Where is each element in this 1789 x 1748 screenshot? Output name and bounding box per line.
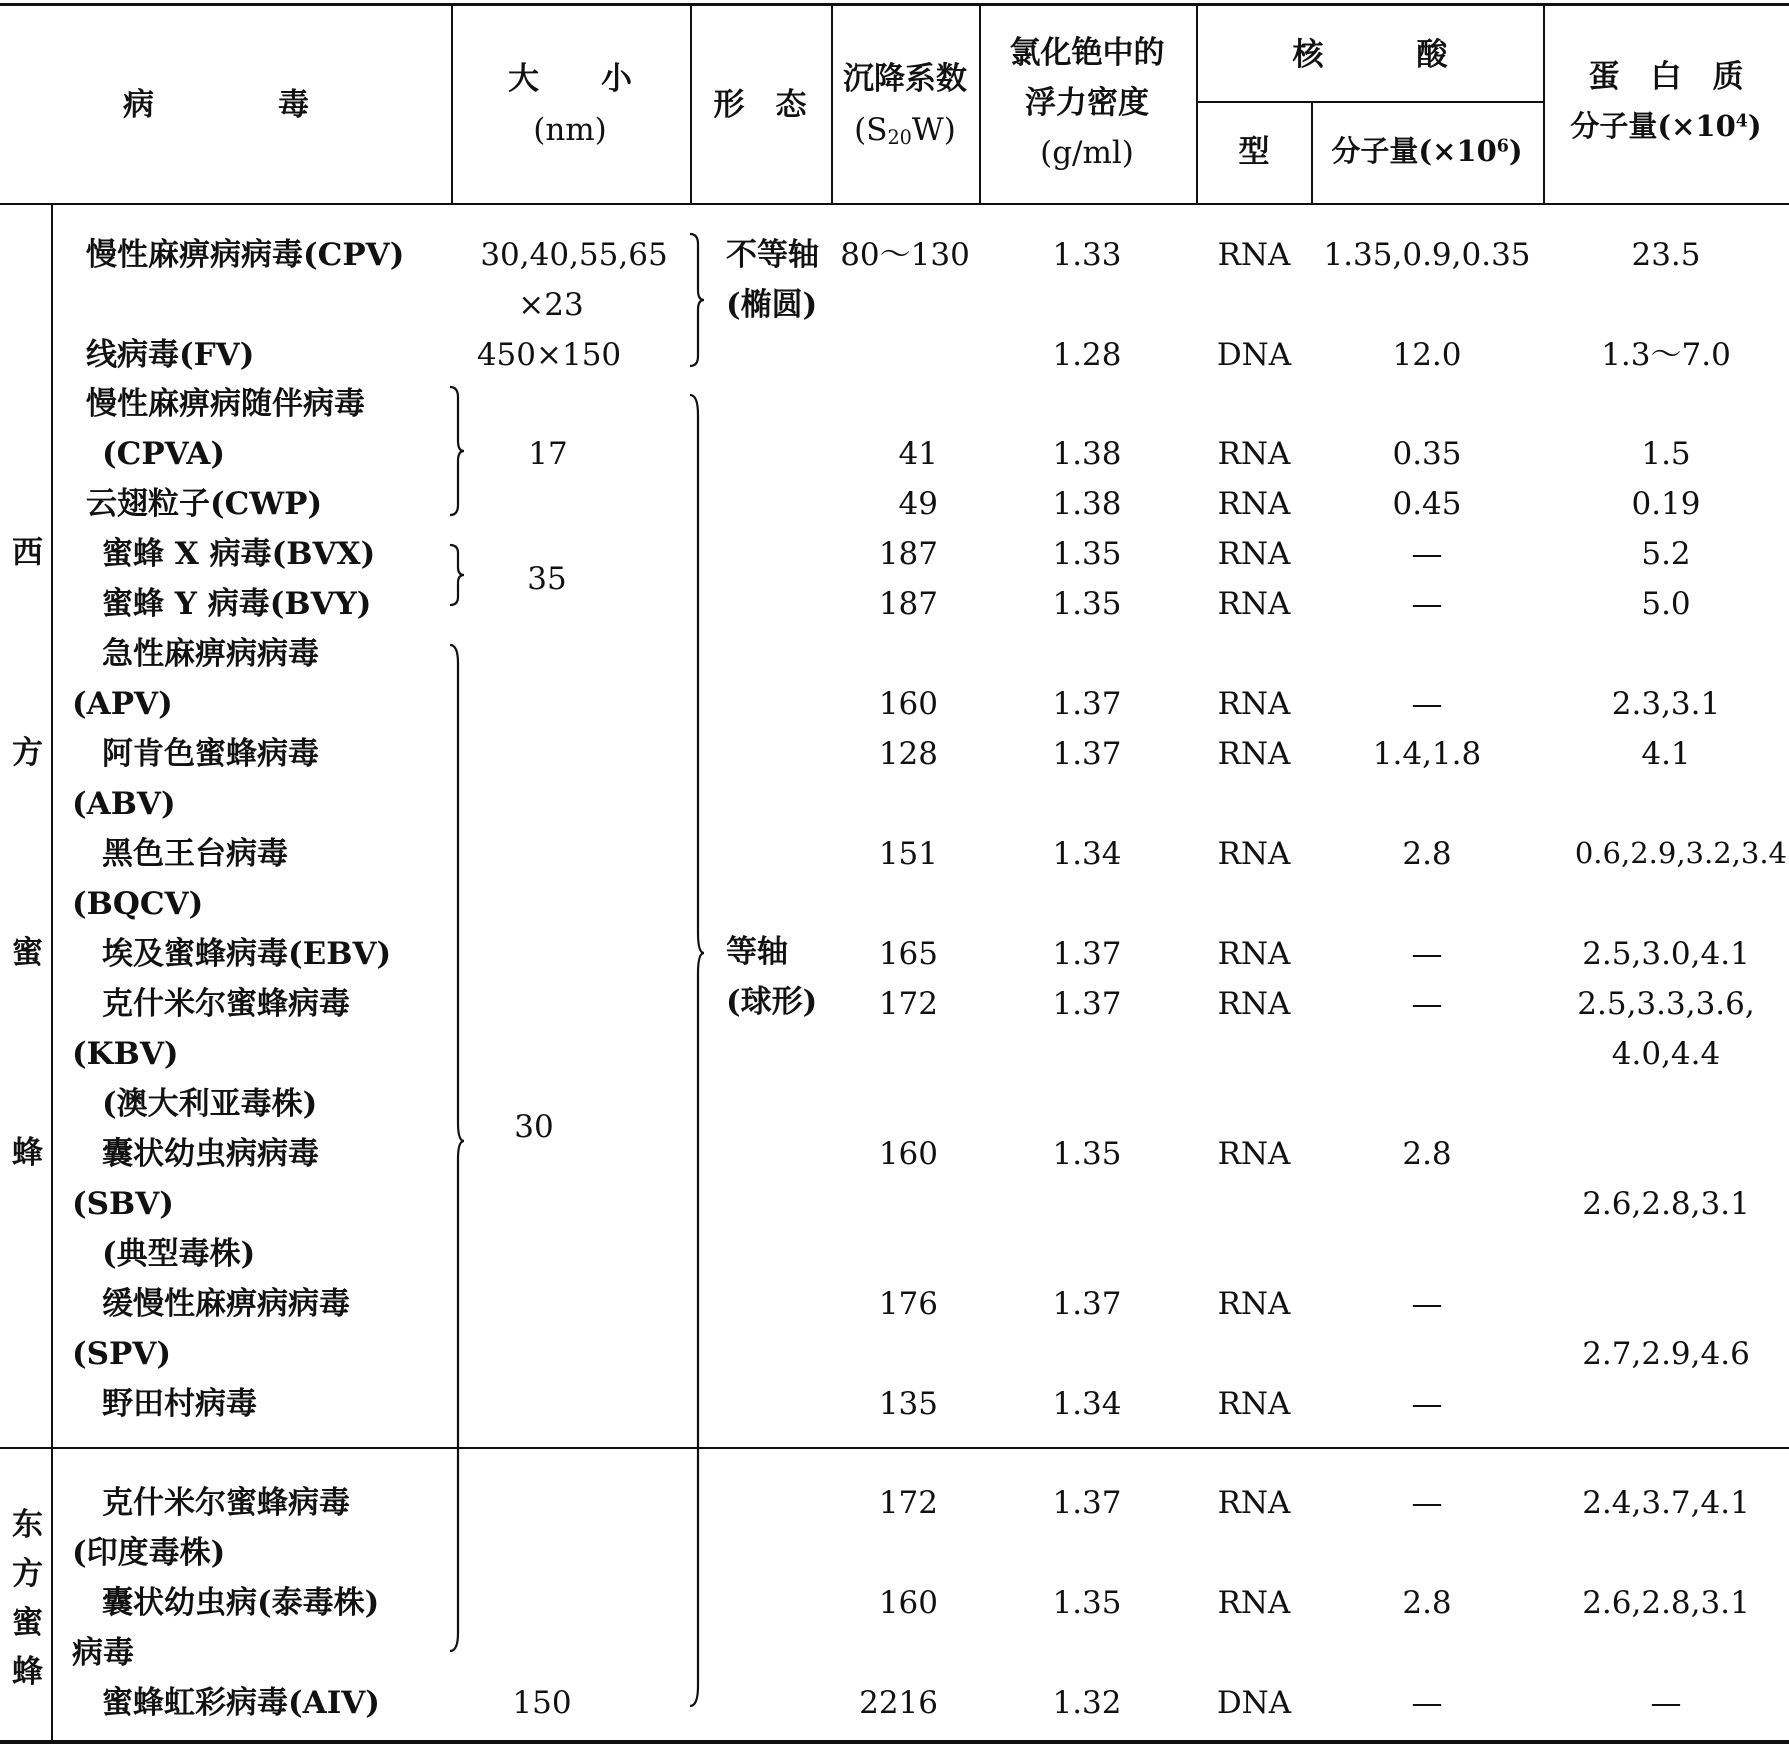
row-cpva-density: 1.38 xyxy=(1052,436,1122,472)
col-divider-shape xyxy=(690,5,692,204)
brace-shape-iso xyxy=(688,393,706,1708)
nucleic-sub-rule xyxy=(1196,101,1543,103)
header-density-unit: (g/ml) xyxy=(1040,135,1134,171)
row-kbv-sed: 172 xyxy=(878,986,938,1022)
group-eastern-char3: 蜜 xyxy=(12,1605,43,1641)
row-kbv-type: RNA xyxy=(1217,986,1291,1022)
row-kbv-pmw-line1: 2.5,3.3,3.6, xyxy=(1577,986,1755,1022)
row-bvy-nmw: — xyxy=(1411,586,1443,622)
row-aiv-pmw: — xyxy=(1650,1685,1682,1721)
row-kbv-india-name-line2: (印度毒株) xyxy=(72,1535,226,1571)
row-cpva-type: RNA xyxy=(1217,436,1291,472)
row-fv-density: 1.28 xyxy=(1052,337,1122,373)
row-ebv-density: 1.37 xyxy=(1052,936,1122,972)
row-aiv-nmw: — xyxy=(1411,1685,1443,1721)
row-kbv-india-nmw: — xyxy=(1411,1485,1443,1521)
row-spv-name-line1: 缓慢性麻痹病病毒 xyxy=(102,1286,350,1322)
row-sbv-name-line3: (典型毒株) xyxy=(102,1236,256,1272)
row-kbv-pmw-line2: 4.0,4.4 xyxy=(1611,1036,1721,1072)
row-ebv-name: 埃及蜜蜂病毒(EBV) xyxy=(102,936,392,972)
shape-aniso-line2: (椭圆) xyxy=(726,287,818,323)
row-bvy-sed: 187 xyxy=(878,586,938,622)
row-ytc-density: 1.34 xyxy=(1052,1386,1122,1422)
row-bvy-density: 1.35 xyxy=(1052,586,1122,622)
row-abv-name-line2: (ABV) xyxy=(72,786,176,822)
row-sbv-thai-type: RNA xyxy=(1217,1585,1291,1621)
header-sedimentation: 沉降系数 xyxy=(843,61,967,97)
bottom-rule xyxy=(0,1740,1789,1744)
row-bqcv-name-line1: 黑色王台病毒 xyxy=(102,836,288,872)
row-spv-nmw: — xyxy=(1411,1286,1443,1322)
shape-iso-line1: 等轴 xyxy=(726,934,788,970)
row-aiv-size: 150 xyxy=(512,1685,572,1721)
header-density-line2: 浮力密度 xyxy=(1025,85,1149,121)
header-nucleic: 核 酸 xyxy=(1292,37,1448,73)
row-bvx-sed: 187 xyxy=(878,536,938,572)
col-divider-group xyxy=(51,205,53,1742)
row-ebv-nmw: — xyxy=(1411,936,1443,972)
header-size-unit: (nm) xyxy=(533,112,607,148)
row-cpv-density: 1.33 xyxy=(1052,237,1122,273)
header-protein-mw: 分子量$(\times 10^4)$ xyxy=(1570,109,1762,143)
row-aiv-sed: 2216 xyxy=(859,1685,938,1721)
header-density-line1: 氯化铯中的 xyxy=(1009,35,1165,71)
row-cwp-density: 1.38 xyxy=(1052,486,1122,522)
col-divider-protein xyxy=(1543,5,1545,204)
row-bqcv-sed: 151 xyxy=(878,836,938,872)
row-ytc-nmw: — xyxy=(1411,1386,1443,1422)
row-kbv-india-density: 1.37 xyxy=(1052,1485,1122,1521)
row-cpv-sed: 80～130 xyxy=(840,237,970,273)
row-aiv-type: DNA xyxy=(1216,1685,1292,1721)
row-cpva-name-line1: 慢性麻痹病随伴病毒 xyxy=(86,386,365,422)
row-apv-type: RNA xyxy=(1217,686,1291,722)
row-kbv-name-line1: 克什米尔蜜蜂病毒 xyxy=(102,986,350,1022)
shape-iso-line2: (球形) xyxy=(726,984,818,1020)
row-sbv-thai-name-line2: 病毒 xyxy=(72,1635,134,1671)
size-fv: 450×150 xyxy=(476,337,622,373)
group-western-char2: 方 xyxy=(12,735,43,771)
row-apv-nmw: — xyxy=(1411,686,1443,722)
group-eastern-char1: 东 xyxy=(12,1507,43,1543)
brace-size-bvx xyxy=(448,543,466,607)
size-group-30: 30 xyxy=(514,1109,554,1145)
row-apv-density: 1.37 xyxy=(1052,686,1122,722)
col-divider-nucleic-mw xyxy=(1311,102,1313,204)
row-sbv-sed: 160 xyxy=(878,1136,938,1172)
group-western-char1: 西 xyxy=(12,535,43,571)
row-abv-nmw: 1.4,1.8 xyxy=(1372,736,1482,772)
row-aiv-name: 蜜蜂虹彩病毒(AIV) xyxy=(102,1685,380,1721)
row-ytc-name: 野田村病毒 xyxy=(102,1386,257,1422)
top-rule xyxy=(0,3,1789,6)
header-shape: 形 态 xyxy=(713,87,807,123)
row-kbv-density: 1.37 xyxy=(1052,986,1122,1022)
row-kbv-india-type: RNA xyxy=(1217,1485,1291,1521)
row-abv-type: RNA xyxy=(1217,736,1291,772)
row-cwp-name: 云翅粒子(CWP) xyxy=(86,486,323,522)
header-virus: 病 毒 xyxy=(123,87,309,123)
row-fv-type: DNA xyxy=(1216,337,1292,373)
row-sbv-pmw: 2.6,2.8,3.1 xyxy=(1582,1186,1750,1222)
header-sed-unit: $(S_{20}W)$ xyxy=(854,112,956,149)
row-abv-density: 1.37 xyxy=(1052,736,1122,772)
row-apv-name-line1: 急性麻痹病病毒 xyxy=(102,636,319,672)
row-ebv-pmw: 2.5,3.0,4.1 xyxy=(1582,936,1750,972)
row-fv-pmw: 1.3～7.0 xyxy=(1601,337,1731,373)
row-apv-name-line2: (APV) xyxy=(72,686,173,722)
header-nucleic-mw: 分子量$(\times 10^6)$ xyxy=(1331,134,1523,168)
row-bvy-pmw: 5.0 xyxy=(1641,586,1691,622)
row-bvx-name: 蜜蜂 X 病毒(BVX) xyxy=(102,536,376,572)
row-ebv-type: RNA xyxy=(1217,936,1291,972)
row-fv-nmw: 12.0 xyxy=(1392,337,1462,373)
row-bqcv-density: 1.34 xyxy=(1052,836,1122,872)
row-bqcv-nmw: 2.8 xyxy=(1402,836,1452,872)
col-divider-sed xyxy=(831,5,833,204)
row-kbv-name-line2: (KBV) xyxy=(72,1036,179,1072)
brace-size-cpva xyxy=(448,385,466,517)
row-bvy-type: RNA xyxy=(1217,586,1291,622)
row-sbv-thai-pmw: 2.6,2.8,3.1 xyxy=(1582,1585,1750,1621)
col-divider-density xyxy=(979,5,981,204)
group-western-char3: 蜜 xyxy=(12,935,43,971)
row-sbv-density: 1.35 xyxy=(1052,1136,1122,1172)
row-apv-pmw: 2.3,3.1 xyxy=(1611,686,1721,722)
row-sbv-nmw: 2.8 xyxy=(1402,1136,1452,1172)
row-apv-sed: 160 xyxy=(878,686,938,722)
row-ebv-sed: 165 xyxy=(878,936,938,972)
header-bottom-rule xyxy=(0,203,1789,205)
row-sbv-thai-density: 1.35 xyxy=(1052,1585,1122,1621)
row-kbv-india-sed: 172 xyxy=(878,1485,938,1521)
size-bvx-bvy: 35 xyxy=(527,561,567,597)
row-ytc-sed: 135 xyxy=(878,1386,938,1422)
row-kbv-name-line3: (澳大利亚毒株) xyxy=(102,1086,318,1122)
row-kbv-india-name-line1: 克什米尔蜜蜂病毒 xyxy=(102,1485,350,1521)
row-spv-sed: 176 xyxy=(878,1286,938,1322)
header-nucleic-type: 型 xyxy=(1238,134,1270,170)
row-cpv-nmw: 1.35,0.9,0.35 xyxy=(1323,237,1531,273)
row-bvx-pmw: 5.2 xyxy=(1641,536,1691,572)
row-sbv-name-line1: 囊状幼虫病病毒 xyxy=(102,1136,319,1172)
row-bqcv-type: RNA xyxy=(1217,836,1291,872)
row-abv-pmw: 4.1 xyxy=(1641,736,1691,772)
row-cpva-sed: 41 xyxy=(898,436,938,472)
row-cpva-name-line2: (CPVA) xyxy=(102,436,226,472)
row-abv-sed: 128 xyxy=(878,736,938,772)
row-cwp-sed: 49 xyxy=(898,486,938,522)
group-divider-rule xyxy=(0,1447,1789,1449)
row-cpva-nmw: 0.35 xyxy=(1392,436,1462,472)
group-eastern-char4: 蜂 xyxy=(12,1654,43,1690)
col-divider-size xyxy=(451,5,453,204)
shape-aniso-line1: 不等轴 xyxy=(726,237,819,273)
row-spv-density: 1.37 xyxy=(1052,1286,1122,1322)
row-sbv-name-line2: (SBV) xyxy=(72,1186,174,1222)
row-sbv-type: RNA xyxy=(1217,1136,1291,1172)
row-spv-type: RNA xyxy=(1217,1286,1291,1322)
row-abv-name-line1: 阿肯色蜜蜂病毒 xyxy=(102,736,319,772)
row-aiv-density: 1.32 xyxy=(1052,1685,1122,1721)
header-size: 大 小 xyxy=(508,61,632,97)
group-eastern-char2: 方 xyxy=(12,1556,43,1592)
row-cwp-type: RNA xyxy=(1217,486,1291,522)
col-divider-nucleic xyxy=(1196,5,1198,204)
row-cpva-pmw: 1.5 xyxy=(1641,436,1691,472)
row-kbv-nmw: — xyxy=(1411,986,1443,1022)
row-cpv-pmw: 23.5 xyxy=(1631,237,1701,273)
row-bvx-density: 1.35 xyxy=(1052,536,1122,572)
row-fv-name: 线病毒(FV) xyxy=(86,337,255,373)
row-cwp-pmw: 0.19 xyxy=(1631,486,1701,522)
row-cwp-nmw: 0.45 xyxy=(1392,486,1462,522)
size-cpva-cwp: 17 xyxy=(528,436,568,472)
brace-shape-aniso xyxy=(688,232,706,368)
row-cpv-name: 慢性麻痹病病毒(CPV) xyxy=(86,237,405,273)
row-bqcv-pmw: 0.6,2.9,3.2,3.4 xyxy=(1574,836,1787,870)
row-ytc-type: RNA xyxy=(1217,1386,1291,1422)
group-western-char4: 蜂 xyxy=(12,1135,43,1171)
size-cpv-line1: 30,40,55,65 xyxy=(480,237,668,273)
row-bvx-type: RNA xyxy=(1217,536,1291,572)
row-sbv-thai-nmw: 2.8 xyxy=(1402,1585,1452,1621)
row-cpv-type: RNA xyxy=(1217,237,1291,273)
size-cpv-line2: ×23 xyxy=(518,287,584,323)
brace-size-30 xyxy=(448,643,466,1653)
row-bqcv-name-line2: (BQCV) xyxy=(72,886,204,922)
row-spv-pmw: 2.7,2.9,4.6 xyxy=(1582,1336,1750,1372)
row-sbv-thai-sed: 160 xyxy=(878,1585,938,1621)
header-protein-line1: 蛋 白 质 xyxy=(1588,59,1744,95)
row-kbv-india-pmw: 2.4,3.7,4.1 xyxy=(1582,1485,1750,1521)
row-bvx-nmw: — xyxy=(1411,536,1443,572)
row-sbv-thai-name-line1: 囊状幼虫病(泰毒株) xyxy=(102,1585,380,1621)
row-spv-name-line2: (SPV) xyxy=(72,1336,172,1372)
row-bvy-name: 蜜蜂 Y 病毒(BVY) xyxy=(102,586,372,622)
